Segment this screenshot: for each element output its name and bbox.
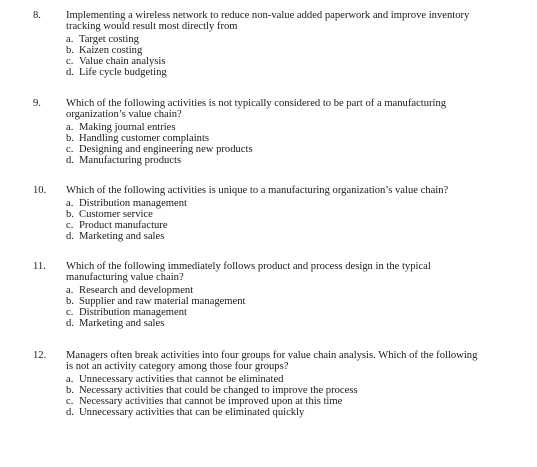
question-number: 9. xyxy=(33,98,41,109)
option-text: Kaizen costing xyxy=(79,45,143,57)
question-text xyxy=(66,10,528,32)
question-text-line: organization’s value chain? xyxy=(66,109,182,121)
question-text-line: manufacturing value chain? xyxy=(66,272,184,284)
option-text: Research and development xyxy=(79,285,194,296)
option-letter: d. xyxy=(66,155,74,167)
question-number: 8. xyxy=(33,10,41,21)
question-text-line: is not an activity category among those four groups? xyxy=(66,361,289,373)
option-letter: b. xyxy=(66,385,74,397)
option-text: Customer service xyxy=(79,209,153,221)
question-text-line: Which of the following immediately follows product and process design in the typical xyxy=(66,261,431,272)
option-letter: a. xyxy=(66,198,74,209)
option-a xyxy=(66,34,167,45)
option-b xyxy=(66,209,187,220)
option-b xyxy=(66,133,253,144)
option-letter: b. xyxy=(66,133,74,145)
options-list xyxy=(66,285,246,329)
question-text-line: Implementing a wireless network to reduce non-value added paperwork and improve inventory xyxy=(66,10,470,21)
option-letter: a. xyxy=(66,374,74,385)
option-text: Marketing and sales xyxy=(79,231,165,243)
options-list xyxy=(66,374,358,418)
option-letter: b. xyxy=(66,209,74,221)
option-text: Unnecessary activities that cannot be eliminated xyxy=(79,374,284,385)
option-d xyxy=(66,231,187,242)
option-d xyxy=(66,407,358,418)
question-text-line: Which of the following activities is not typically considered to be part of a manufacturing xyxy=(66,98,447,109)
option-a xyxy=(66,198,187,209)
option-letter: a. xyxy=(66,285,74,296)
option-text: Target costing xyxy=(79,34,139,45)
options-list xyxy=(66,122,253,166)
option-text: Making journal entries xyxy=(79,122,176,133)
option-b xyxy=(66,45,167,56)
question-text-line: Which of the following activities is unique to a manufacturing organization’s value chain? xyxy=(66,185,449,196)
option-letter: c. xyxy=(66,307,74,319)
option-text: Marketing and sales xyxy=(79,318,165,330)
option-a xyxy=(66,285,246,296)
option-letter: c. xyxy=(66,220,74,232)
option-c xyxy=(66,220,187,231)
option-c xyxy=(66,307,246,318)
option-text: Manufacturing products xyxy=(79,155,182,167)
option-a xyxy=(66,374,358,385)
option-d xyxy=(66,67,167,78)
option-letter: c. xyxy=(66,396,74,408)
option-letter: a. xyxy=(66,122,74,133)
option-text: Value chain analysis xyxy=(79,56,166,68)
option-letter: d. xyxy=(66,407,74,419)
option-letter: b. xyxy=(66,296,74,308)
option-letter: d. xyxy=(66,231,74,243)
option-text: Distribution management xyxy=(79,307,187,319)
option-letter: d. xyxy=(66,318,74,330)
option-b xyxy=(66,385,358,396)
option-a xyxy=(66,122,253,133)
question-text xyxy=(66,98,528,120)
option-c xyxy=(66,56,167,67)
question-text-line: tracking would result most directly from xyxy=(66,21,238,33)
options-list xyxy=(66,198,187,242)
option-c xyxy=(66,144,253,155)
question-number: 10. xyxy=(33,185,47,196)
option-d xyxy=(66,318,246,329)
question-number: 12. xyxy=(33,350,47,361)
option-text: Distribution management xyxy=(79,198,187,209)
option-letter: c. xyxy=(66,56,74,68)
option-letter: c. xyxy=(66,144,74,156)
option-text: Unnecessary activities that can be eliminated quickly xyxy=(79,407,305,419)
question-text xyxy=(66,350,528,372)
option-text: Necessary activities that could be changed to improve the process xyxy=(79,385,358,397)
option-letter: a. xyxy=(66,34,74,45)
option-text: Supplier and raw material management xyxy=(79,296,246,308)
option-text: Life cycle budgeting xyxy=(79,67,167,79)
option-letter: d. xyxy=(66,67,74,79)
question-text-line: Managers often break activities into four groups for value chain analysis. Which of the following xyxy=(66,350,478,361)
option-text: Designing and engineering new products xyxy=(79,144,253,156)
option-text: Necessary activities that cannot be improved upon at this time xyxy=(79,396,343,408)
option-text: Product manufacture xyxy=(79,220,168,232)
options-list xyxy=(66,34,167,78)
option-c xyxy=(66,396,358,407)
option-d xyxy=(66,155,253,166)
question-text xyxy=(66,261,528,283)
question-text xyxy=(66,185,528,196)
option-text: Handling customer complaints xyxy=(79,133,210,145)
option-b xyxy=(66,296,246,307)
option-letter: b. xyxy=(66,45,74,57)
question-number: 11. xyxy=(33,261,46,272)
